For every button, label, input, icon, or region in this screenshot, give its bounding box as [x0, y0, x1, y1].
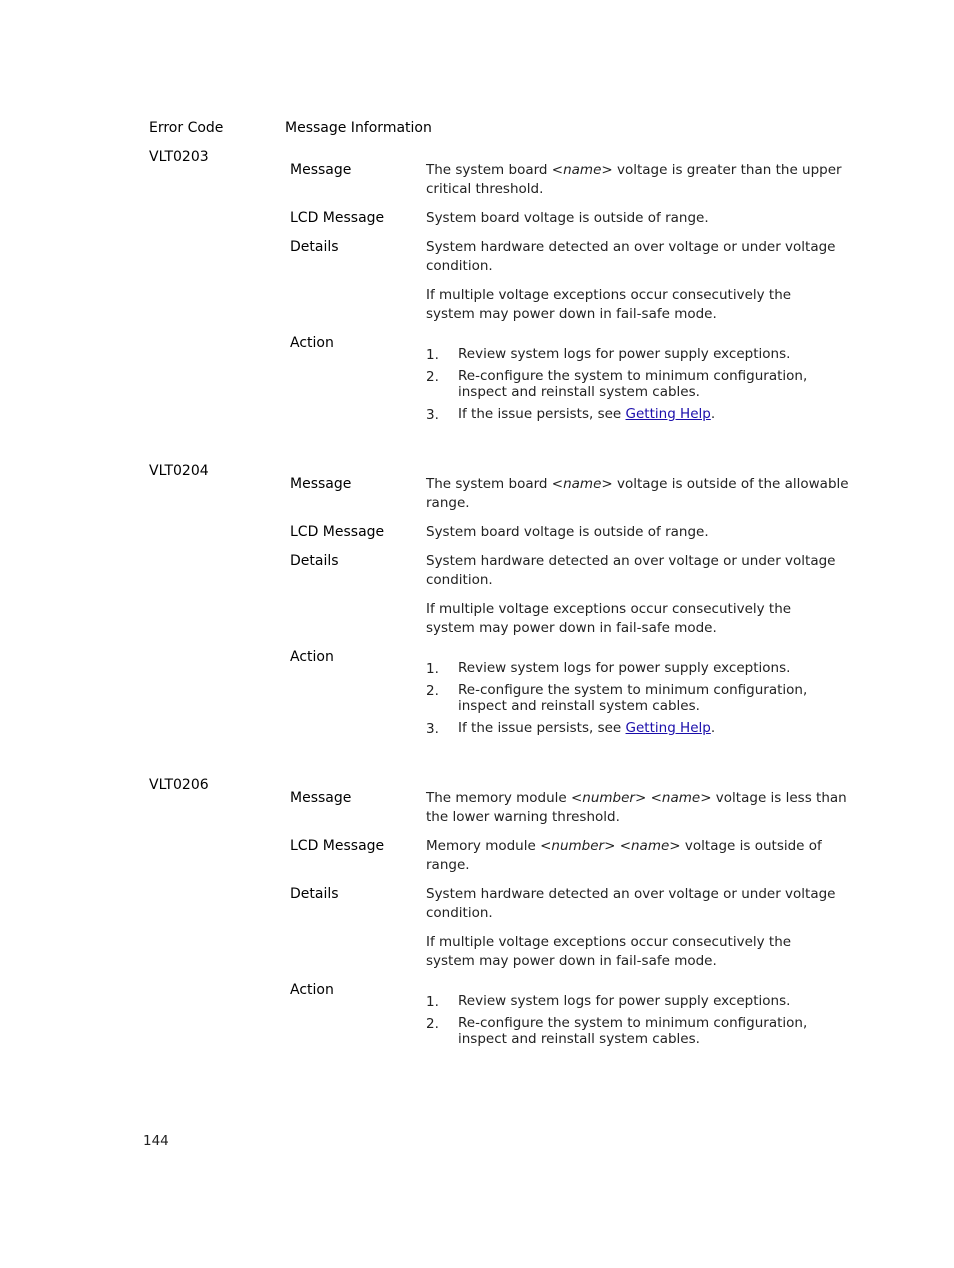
- action-step-text: Re-configure the system to minimum configuration, inspect and reinstall system cables.: [458, 682, 808, 714]
- details-label: Details: [290, 886, 339, 902]
- action-step-number: 1.: [426, 661, 439, 677]
- error-code: VLT0204: [149, 463, 209, 479]
- getting-help-link[interactable]: Getting Help: [625, 720, 711, 736]
- action-step-number: 2.: [426, 1016, 439, 1032]
- details-paragraph: If multiple voltage exceptions occur consecutively the system may power down in fail-safe mode.: [426, 287, 792, 322]
- error-code: VLT0206: [149, 777, 209, 793]
- getting-help-link[interactable]: Getting Help: [625, 406, 711, 422]
- message-label: Message: [290, 162, 352, 178]
- action-step-number: 1.: [426, 347, 439, 363]
- lcd-message-label: LCD Message: [290, 524, 385, 540]
- action-step-number: 3.: [426, 721, 439, 737]
- action-step-text: Review system logs for power supply exceptions.: [458, 660, 791, 676]
- action-step-text: Review system logs for power supply exceptions.: [458, 993, 791, 1009]
- lcd-message-text: System board voltage is outside of range.: [426, 524, 709, 540]
- action-step-number: 1.: [426, 994, 439, 1010]
- message-label: Message: [290, 790, 352, 806]
- lcd-message-label: LCD Message: [290, 210, 385, 226]
- lcd-message-text: System board voltage is outside of range.: [426, 210, 709, 226]
- action-step-text: If the issue persists, see Getting Help.: [458, 406, 716, 422]
- lcd-message-text: Memory module <number> <name> voltage is outside of range.: [426, 838, 822, 873]
- details-paragraph: If multiple voltage exceptions occur consecutively the system may power down in fail-safe mode.: [426, 601, 792, 636]
- action-label: Action: [290, 982, 334, 998]
- message-text: The system board <name> voltage is outside of the allowable range.: [426, 476, 849, 511]
- message-label: Message: [290, 476, 352, 492]
- header-error-code: Error Code: [149, 120, 224, 136]
- error-code: VLT0203: [149, 149, 209, 165]
- action-label: Action: [290, 335, 334, 351]
- action-step-text: If the issue persists, see Getting Help.: [458, 720, 716, 736]
- details-paragraph: System hardware detected an over voltage or under voltage condition.: [426, 886, 836, 921]
- lcd-message-label: LCD Message: [290, 838, 385, 854]
- action-step-number: 2.: [426, 369, 439, 385]
- details-paragraph: System hardware detected an over voltage or under voltage condition.: [426, 239, 836, 274]
- action-step-text: Review system logs for power supply exceptions.: [458, 346, 791, 362]
- header-message-information: Message Information: [285, 120, 432, 136]
- action-step-number: 3.: [426, 407, 439, 423]
- details-label: Details: [290, 553, 339, 569]
- details-paragraph: System hardware detected an over voltage or under voltage condition.: [426, 553, 836, 588]
- action-step-text: Re-configure the system to minimum configuration, inspect and reinstall system cables.: [458, 1015, 808, 1047]
- details-paragraph: If multiple voltage exceptions occur consecutively the system may power down in fail-safe mode.: [426, 934, 792, 969]
- action-step-text: Re-configure the system to minimum configuration, inspect and reinstall system cables.: [458, 368, 808, 400]
- action-step-number: 2.: [426, 683, 439, 699]
- message-text: The system board <name> voltage is greater than the upper critical threshold.: [426, 162, 842, 197]
- page-number: 144: [143, 1133, 169, 1149]
- message-text: The memory module <number> <name> voltage is less than the lower warning threshold.: [426, 790, 847, 825]
- action-label: Action: [290, 649, 334, 665]
- details-label: Details: [290, 239, 339, 255]
